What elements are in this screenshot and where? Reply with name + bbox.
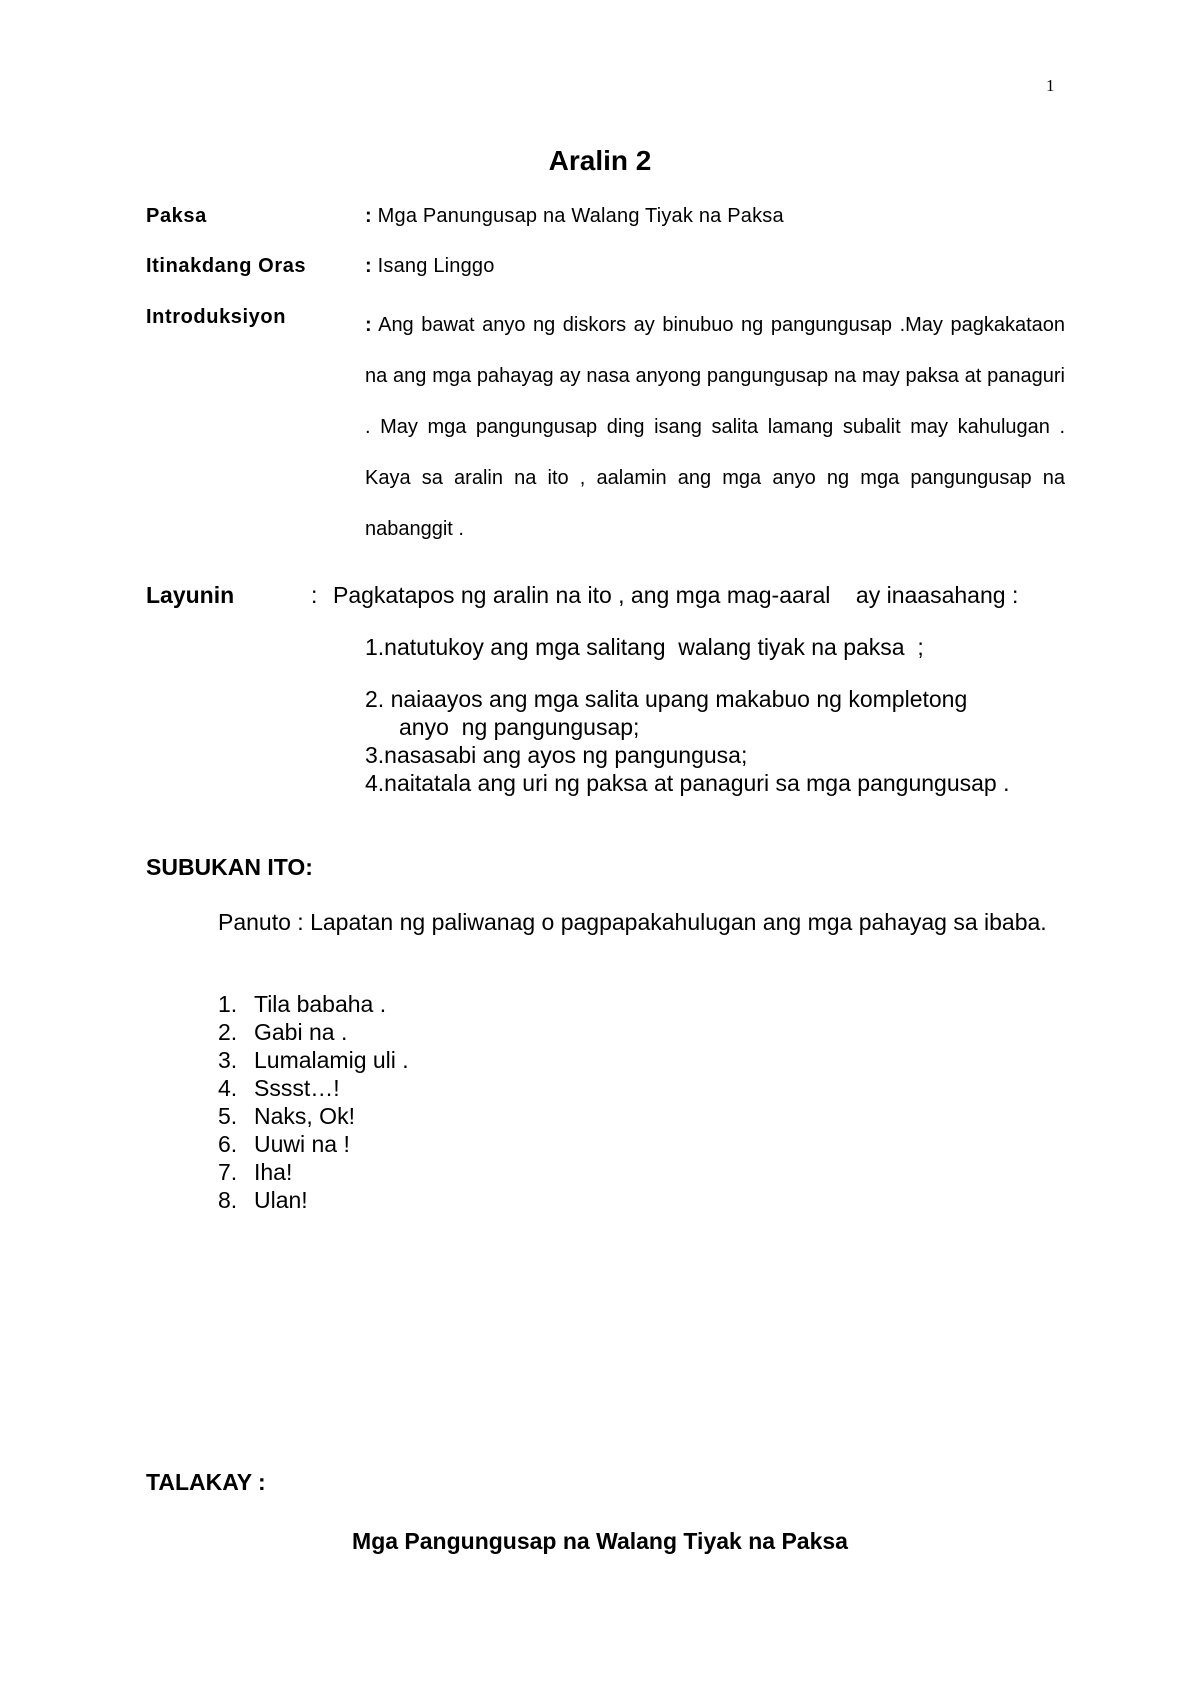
exercise-list xyxy=(218,990,409,1214)
list-item xyxy=(218,1102,409,1130)
item-text: Ulan! xyxy=(254,1187,308,1213)
item-number: 5. xyxy=(218,1103,238,1129)
objective-item: 3.nasasabi ang ayos ng pangungusa; xyxy=(365,742,748,768)
item-text: Naks, Ok! xyxy=(254,1103,355,1129)
paksa-colon: : xyxy=(365,205,372,227)
item-text: Tila babaha . xyxy=(254,991,387,1017)
item-text: Uuwi na ! xyxy=(254,1131,350,1157)
lesson-title: Aralin 2 xyxy=(548,145,652,176)
list-item xyxy=(218,1186,409,1214)
list-item xyxy=(218,1046,409,1074)
item-number: 1. xyxy=(218,991,238,1017)
introduksiyon-text xyxy=(365,300,1065,555)
objective-item: 4.naitatala ang uri ng paksa at panaguri sa mga pangungusap . xyxy=(365,770,1010,796)
objective-item: anyo ng pangungusap; xyxy=(399,714,640,740)
oras-value xyxy=(365,255,495,278)
paksa-text: Mga Panungusap na Walang Tiyak na Paksa xyxy=(371,205,784,227)
list-item xyxy=(218,1130,409,1158)
subukan-heading: SUBUKAN ITO: xyxy=(146,854,313,880)
layunin-label: Layunin xyxy=(146,582,235,608)
talakay-subtitle: Mga Pangungusap na Walang Tiyak na Paksa xyxy=(352,1528,848,1554)
paksa-label: Paksa xyxy=(146,205,207,227)
list-item xyxy=(218,1018,409,1046)
oras-colon: : xyxy=(365,255,372,277)
introduksiyon-label: Introduksiyon xyxy=(146,306,287,328)
list-item xyxy=(218,1158,409,1186)
item-text: Lumalamig uli . xyxy=(254,1047,409,1073)
layunin-intro: Pagkatapos ng aralin na ito , ang mga mag-aaral ay inaasahang : xyxy=(333,582,1019,608)
oras-text: Isang Linggo xyxy=(371,255,495,277)
item-number: 8. xyxy=(218,1187,238,1213)
item-text: Sssst…! xyxy=(254,1075,340,1101)
item-number: 6. xyxy=(218,1131,238,1157)
item-number: 7. xyxy=(218,1159,238,1185)
item-number: 4. xyxy=(218,1075,238,1101)
talakay-heading: TALAKAY : xyxy=(146,1469,266,1495)
list-item xyxy=(218,1074,409,1102)
panuto-text: Panuto : Lapatan ng paliwanag o pagpapakahulugan ang mga pahayag sa ibaba. xyxy=(218,909,1047,935)
oras-label: Itinakdang Oras xyxy=(146,255,307,277)
introduksiyon-colon: : xyxy=(365,314,372,336)
paksa-value xyxy=(365,205,784,228)
page-number: 1 xyxy=(1046,76,1055,95)
introduksiyon-body: Ang bawat anyo ng diskors ay binubuo ng pangungusap .May pagkakataon na ang mga pahayag ay nasa anyong pangungusap na may paksa at panaguri . May mga pangungusap ding isang salita lamang subalit may kahulugan . Kaya sa aralin na ito , aalamin ang mga anyo ng mga pangungusap na nabanggit . xyxy=(365,314,1065,540)
objective-item: 1.natutukoy ang mga salitang walang tiyak na paksa ; xyxy=(365,634,924,660)
item-text: Gabi na . xyxy=(254,1019,348,1045)
layunin-colon: : xyxy=(311,582,318,608)
item-number: 2. xyxy=(218,1019,238,1045)
objective-item: 2. naiaayos ang mga salita upang makabuo ng kompletong xyxy=(365,686,968,712)
item-number: 3. xyxy=(218,1047,238,1073)
item-text: Iha! xyxy=(254,1159,293,1185)
list-item xyxy=(218,990,409,1018)
